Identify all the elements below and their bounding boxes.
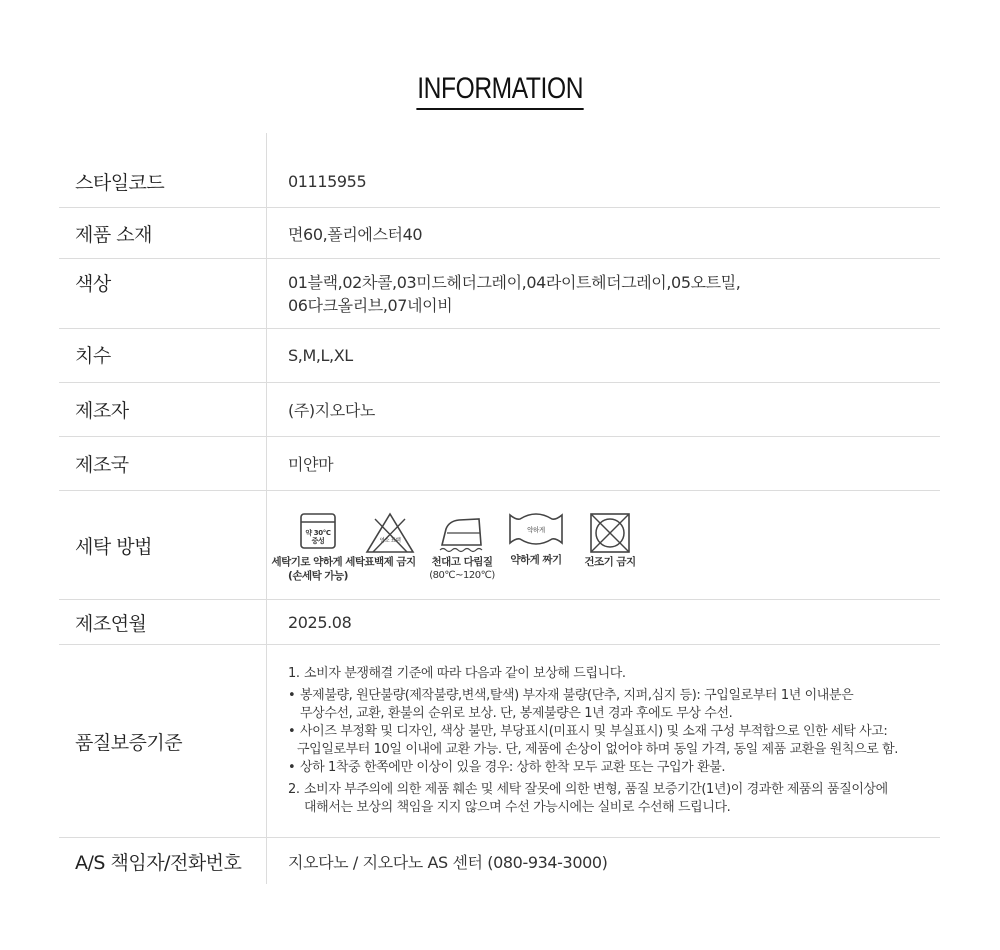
- bullet-2-line-2: 구입일로부터 10일 이내에 교환 가능. 단, 제품에 손상이 없어야 하며 동일 가격, 동일 제품 교환을 원칙으로 함.: [297, 742, 899, 757]
- row-style-code: [59, 133, 940, 208]
- value-quality: [267, 645, 940, 837]
- bleach-caption: 표백제 금지: [364, 556, 416, 568]
- care-item-bleach: [355, 511, 425, 569]
- value-style-code: 01115955: [288, 171, 367, 191]
- bullet-3-mark: •: [288, 760, 296, 775]
- label-color: 색상: [59, 259, 267, 328]
- care-icons: [271, 511, 647, 583]
- care-item-wash: [271, 511, 365, 583]
- row-size: [59, 329, 940, 383]
- label-quality: 품질보증기준: [59, 645, 267, 837]
- bullet-2-mark: •: [288, 724, 296, 739]
- label-style-code: 스타일코드: [59, 133, 267, 207]
- quality-item-2-line-1: 소비자 부주의에 의한 제품 훼손 및 세탁 잘못에 의한 변형, 품질 보증기간(1년)이 경과한 제품의 품질이상에: [304, 782, 888, 797]
- row-quality: [59, 645, 940, 838]
- quality-item-2: [288, 781, 898, 799]
- iron-caption: 천대고 다림질: [431, 556, 493, 568]
- color-line-1: 01블랙,02차콜,03미드헤더그레이,04라이트헤더그레이,05오트밀,: [288, 272, 741, 292]
- row-date: [59, 600, 940, 645]
- value-as: 지오다노 / 지오다노 AS 센터 (080-934-3000): [288, 852, 608, 872]
- dryer-caption: 건조기 금지: [584, 556, 636, 568]
- label-country: 제조국: [59, 437, 267, 490]
- row-material: [59, 208, 940, 259]
- care-item-iron: [425, 511, 499, 582]
- no-bleach-icon: [364, 511, 416, 555]
- quality-bullet-1: [288, 687, 898, 705]
- care-item-dryer: [573, 511, 647, 569]
- color-line-2: 06다크올리브,07네이비: [288, 295, 453, 315]
- info-table: [59, 133, 940, 884]
- care-item-wring: [499, 511, 573, 567]
- wring-inner-text: 약하게: [527, 526, 545, 534]
- row-maker: [59, 383, 940, 437]
- quality-text: [288, 665, 898, 817]
- row-color: [59, 259, 940, 329]
- iron-caption-2: (80℃~120℃): [429, 570, 495, 581]
- bullet-1-mark: •: [288, 688, 296, 703]
- bullet-2-line-1: 사이즈 부정확 및 디자인, 색상 불만, 부당표시(미표시 및 부실표시) 및 소재 구성 부적합으로 인한 세탁 사고:: [300, 724, 888, 739]
- quality-item-1-num: 1.: [288, 666, 300, 681]
- row-as: [59, 838, 940, 884]
- label-size: 치수: [59, 329, 267, 382]
- value-maker: (주)지오다노: [288, 401, 375, 420]
- wash-caption-2: (손세탁 가능): [288, 570, 348, 582]
- value-washing: [267, 491, 940, 599]
- title-wrap: [0, 72, 1000, 110]
- label-as: A/S 책임자/전화번호: [59, 838, 267, 884]
- wash-caption: 세탁기로 약하게 세탁: [271, 556, 365, 568]
- label-date: 제조연월: [59, 600, 267, 644]
- label-maker: 제조자: [59, 383, 267, 436]
- wring-gently-icon: [506, 511, 566, 547]
- value-date: 2025.08: [288, 612, 352, 632]
- no-tumble-dry-icon: [588, 511, 632, 555]
- wash-temp-text: 약 30°C: [305, 529, 331, 537]
- iron-icon: [437, 511, 487, 555]
- label-washing: 세탁 방법: [59, 491, 267, 599]
- quality-item-2-num: 2.: [288, 782, 300, 797]
- bullet-1-line-2: 무상수선, 교환, 환불의 순위로 보상. 단, 봉제불량은 1년 경과 후에도 무상 수선.: [300, 706, 733, 721]
- value-size: S,M,L,XL: [288, 346, 353, 365]
- quality-item-2-line-2: 대해서는 보상의 책임을 지지 않으며 수선 가능시에는 실비로 수선해 드립니다.: [304, 800, 731, 815]
- bullet-1-line-1: 봉제불량, 원단불량(제작불량,변색,탈색) 부자재 불량(단추, 지퍼,심지 등): 구입일로부터 1년 이내분은: [300, 688, 854, 703]
- value-color: [267, 259, 940, 328]
- label-material: 제품 소재: [59, 208, 267, 258]
- wash-neutral-text: 중성: [311, 537, 325, 545]
- wash-30-icon: [298, 511, 338, 551]
- value-material: 면60,폴리에스터40: [288, 224, 423, 244]
- quality-bullet-3: [288, 759, 898, 777]
- page-title: INFORMATION: [416, 72, 583, 110]
- quality-bullet-2: [288, 723, 898, 741]
- quality-item-1: [288, 665, 898, 683]
- wring-caption: 약하게 짜기: [510, 554, 562, 566]
- bleach-inner-text: 염소 표백: [379, 538, 401, 544]
- quality-item-1-text: 소비자 분쟁해결 기준에 따라 다음과 같이 보상해 드립니다.: [304, 666, 626, 681]
- row-country: [59, 437, 940, 491]
- row-washing: [59, 491, 940, 600]
- value-country: 미얀마: [288, 455, 334, 474]
- bullet-3-text: 상하 1착중 한쪽에만 이상이 있을 경우: 상하 한착 모두 교환 또는 구입가 환불.: [300, 760, 726, 775]
